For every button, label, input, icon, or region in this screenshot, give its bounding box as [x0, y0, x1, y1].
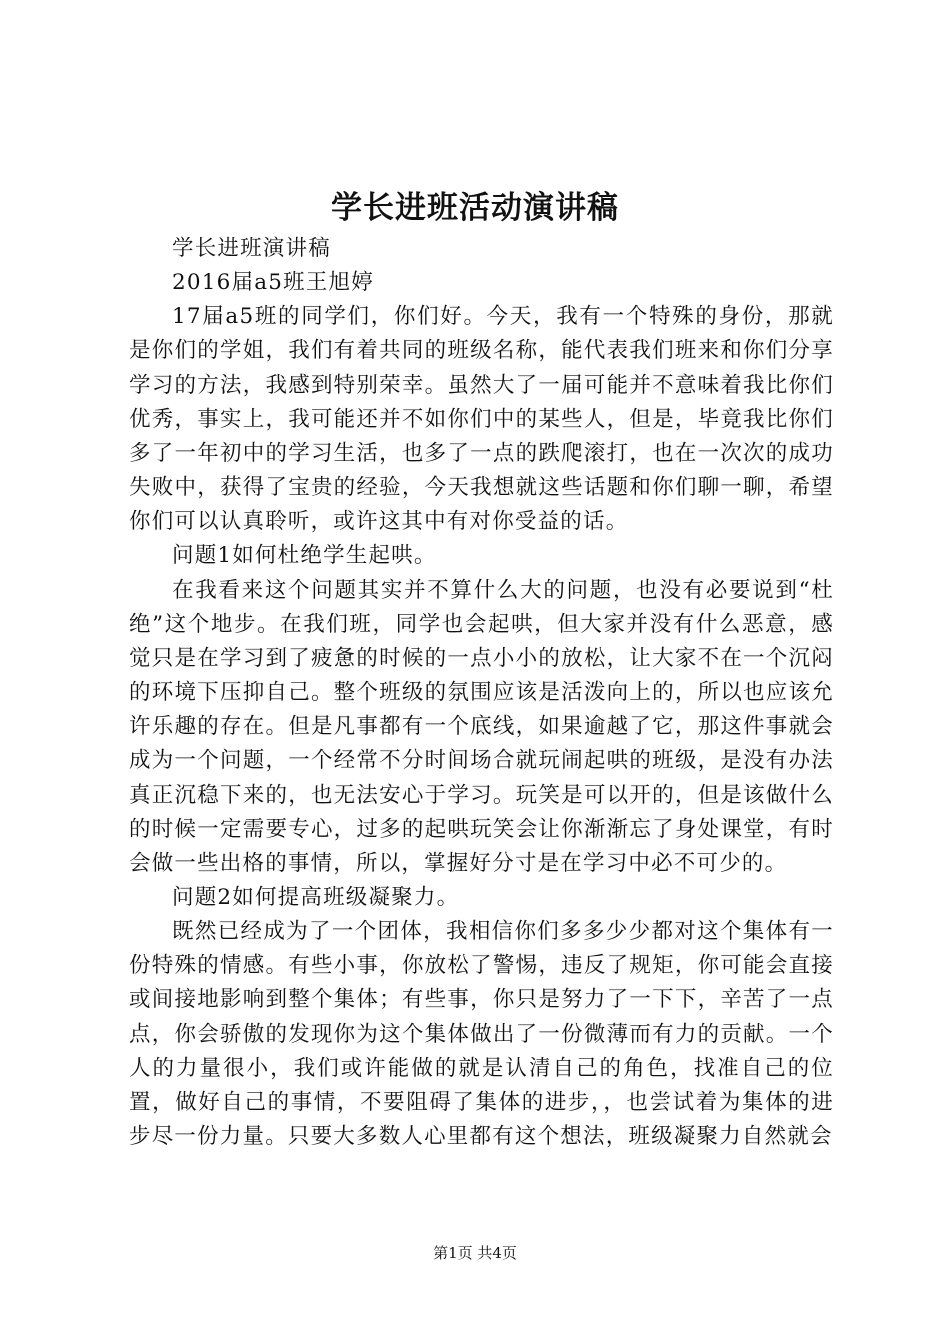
- paragraph-speech-title: 学长进班演讲稿: [172, 236, 331, 261]
- page-footer: 第1页 共4页: [433, 1244, 517, 1262]
- paragraph-question-1: 问题1如何杜绝学生起哄。: [172, 543, 437, 569]
- paragraph-answer-1: 在我看来这个问题其实并不算什么大的问题，也没有必要说到“杜绝”这个地步。在我们班，同学也会起哄，但大家并没有什么恶意，感觉只是在学习到了疲惫的时候的一点小小的放松，让大家不在一个沉闷的环境下压抑自己。整个班级的氛围应该是活泼向上的，所以也应该允许乐趣的存在。但是凡事都有一个底线，如果逾越了它，那这件事就会成为一个问题，一个经常不分时间场合就玩闹起哄的班级，是没有办法真正沉稳下来的，也无法安心于学习。玩笑是可以开的，但是该做什么的时候一定需要专心，过多的起哄玩笑会让你渐渐忘了身处课堂，有时会做一些出格的事情，所以，掌握好分寸是在学习中必不可少的。: [129, 577, 834, 876]
- paragraph-answer-2: 既然已经成为了一个团体，我相信你们多多少少都对这个集体有一份特殊的情感。有些小事，你放松了警惕，违反了规矩，你可能会直接或间接地影响到整个集体；有些事，你只是努力了一下下，辛苦了一点点，你会骄傲的发现你为这个集体做出了一份微薄而有力的贡献。一个人的力量很小，我们或许能做的就是认清自己的角色，找准自己的位置，做好自己的事情，不要阻碍了集体的进步，，也尝试着为集体的进步尽一份力量。只要大多数人心里都有这个想法，班级凝聚力自然就会: [129, 919, 834, 1150]
- paragraph-question-2: 问题2如何提高班级凝聚力。: [172, 884, 460, 910]
- document-title: 学长进班活动演讲稿: [331, 190, 619, 226]
- paragraph-greeting: 17届a5班的同学们，你们好。今天，我有一个特殊的身份，那就是你们的学姐，我们有着共同的班级名称，能代表我们班来和你们分享学习的方法，我感到特别荣幸。虽然大了一届可能并不意味着我比你们优秀，事实上，我可能还并不如你们中的某些人，但是，毕竟我比你们多了一年初中的学习生活，也多了一点的跌爬滚打，也在一次次的成功失败中，获得了宝贵的经验，今天我想就这些话题和你们聊一聊，希望你们可以认真聆听，或许这其中有对你受益的话。: [129, 304, 834, 535]
- paragraph-author: 2016届a5班王旭婷: [172, 270, 374, 296]
- document-body: [129, 232, 834, 1154]
